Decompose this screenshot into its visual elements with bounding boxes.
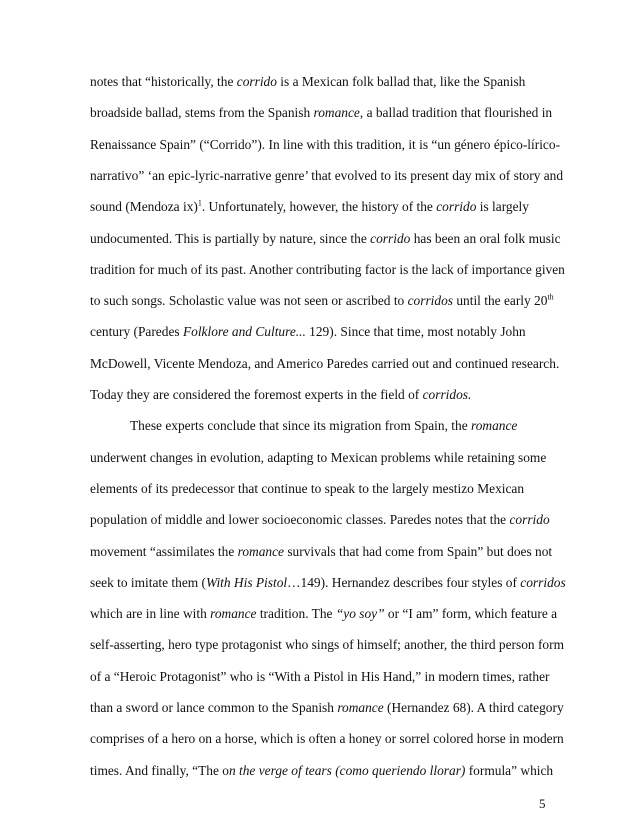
italic-text: corrido [436, 199, 477, 215]
italic-text: “yo soy” [335, 606, 385, 622]
italic-text: romance [337, 700, 384, 715]
text-segment: comprises of a hero on a horse, which is often a honey or sorrel colored horse in modern [90, 731, 564, 747]
italic-text: Folklore and Culture... [182, 324, 306, 340]
text-segment: (Hernandez 68). A third category [383, 700, 564, 715]
text-segment: formula” which [465, 762, 554, 778]
text-line [90, 231, 561, 247]
text-line [90, 137, 560, 153]
italic-text: n the verge of tears (como queriendo llorar) [228, 762, 466, 778]
text-segment: tradition. The [256, 606, 336, 622]
text-line [90, 512, 550, 528]
text-line [90, 606, 557, 622]
text-segment: . Unfortunately, however, the history of the [201, 199, 437, 215]
italic-text: romance [237, 543, 284, 559]
italic-text: corridos [520, 574, 566, 590]
text-line [90, 168, 563, 184]
text-line [90, 293, 554, 309]
italic-text: romance [313, 105, 360, 121]
text-segment: underwent changes in evolution, adapting to Mexican problems while retaining some [90, 449, 547, 465]
italic-text: corridos [407, 293, 453, 309]
text-segment: broadside ballad, stems from the Spanish [90, 105, 314, 121]
text-segment: which are in line with [90, 606, 211, 622]
text-segment: elements of its predecessor that continue to speak to the largely mestizo Mexican [90, 480, 525, 496]
text-line [90, 324, 526, 340]
text-segment: …149). Hernandez describes four styles of [287, 574, 521, 590]
text-line [90, 450, 546, 466]
text-segment: notes that “historically, the [90, 74, 237, 89]
text-segment: narrativo” ‘an epic-lyric-narrative genre’ that evolved to its present day mix of story and [90, 167, 564, 183]
italic-text: romance [210, 606, 257, 622]
text-segment: Today they are considered the foremost experts in the field of [90, 387, 423, 402]
text-line [90, 669, 549, 685]
text-line [90, 262, 565, 278]
text-segment: undocumented. This is partially by nature, since the [90, 230, 371, 246]
text-segment: These experts conclude that since its migration from Spain, the [130, 418, 471, 434]
text-segment: tradition for much of its past. Another contributing factor is the lack of importance given [90, 261, 565, 277]
text-line [90, 700, 564, 716]
superscript: th [547, 292, 554, 302]
text-segment: , a ballad tradition that flourished in [359, 105, 553, 121]
text-line [90, 74, 525, 90]
text-segment: McDowell, Vicente Mendoza, and Americo Paredes carried out and continued research. [90, 355, 560, 371]
text-segment: or “I am” form, which feature a [384, 606, 558, 622]
text-segment: than a sword or lance common to the Spanish [90, 700, 338, 715]
italic-text: corrido [370, 230, 411, 246]
text-line [90, 731, 564, 747]
text-line [90, 387, 471, 403]
italic-text: corrido [236, 74, 277, 89]
italic-text: romance [471, 418, 518, 434]
text-segment: has been an oral folk music [410, 230, 561, 246]
text-line [130, 418, 517, 434]
text-segment: seek to imitate them ( [90, 574, 207, 590]
text-segment: Renaissance Spain” (“Corrido”). In line with this tradition, it is “un género épico-lírico- [90, 136, 561, 152]
page-number: 5 [539, 796, 546, 811]
italic-text: With His Pistol [206, 574, 288, 590]
text-segment: to such songs. Scholastic value was not seen or ascribed to [90, 293, 408, 309]
text-line [90, 637, 564, 653]
text-segment: is largely [476, 199, 529, 215]
text-line [90, 199, 529, 215]
text-segment: self-asserting, hero type protagonist who sings of himself; another, the third person form [90, 637, 564, 653]
text-segment: times. And finally, “The o [90, 762, 229, 778]
text-segment: until the early 20 [452, 293, 548, 309]
text-line [90, 763, 553, 779]
text-segment: survivals that had come from Spain” but does not [284, 543, 553, 559]
text-segment: century (Paredes [90, 324, 183, 340]
text-line [90, 481, 524, 497]
text-segment: is a Mexican folk ballad that, like the Spanish [276, 74, 526, 89]
superscript: 1 [197, 198, 202, 208]
text-segment: population of middle and lower socioeconomic classes. Paredes notes that the [90, 512, 510, 528]
text-line [90, 105, 552, 121]
text-segment: 129). Since that time, most notably John [305, 324, 526, 340]
text-segment: movement “assimilates the [90, 543, 238, 559]
italic-text: corridos. [422, 387, 472, 402]
italic-text: corrido [509, 512, 550, 528]
text-segment: of a “Heroic Protagonist” who is “With a Pistol in His Hand,” in modern times, rather [90, 668, 550, 684]
text-line [90, 575, 566, 591]
text-line [90, 356, 559, 372]
text-line [90, 544, 552, 560]
text-segment: sound (Mendoza ix) [90, 199, 198, 215]
